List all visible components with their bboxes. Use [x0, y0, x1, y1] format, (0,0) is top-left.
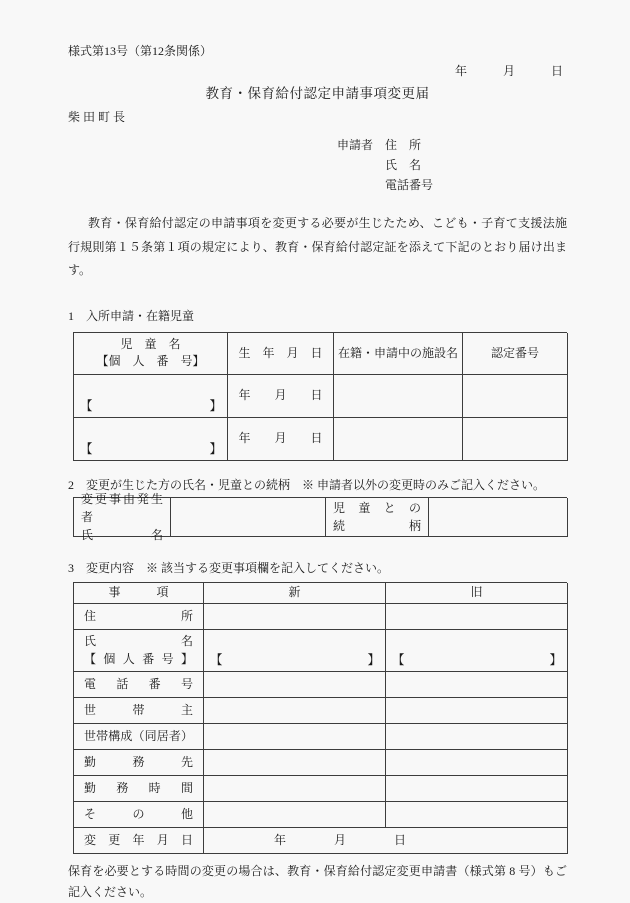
address-old-cell	[386, 604, 568, 630]
form-number: 様式第13号（第12条関係）	[68, 44, 213, 58]
applicant-phone-label: 電話番号	[385, 178, 434, 192]
changer-label-line2: 氏名	[81, 527, 163, 542]
bracket-close: 】	[367, 652, 380, 667]
row-label-workhours: 勤務時間	[74, 776, 204, 802]
changes-table	[73, 582, 567, 854]
page-title: 教育・保育給付認定申請事項変更届	[205, 86, 430, 101]
row-label-address: 住所	[74, 604, 204, 630]
facility-cell	[334, 375, 463, 418]
row-label-household: 世帯構成（同居者）	[74, 724, 204, 750]
workhours-old-cell	[386, 776, 568, 802]
household-old-cell	[386, 724, 568, 750]
bracket-open: 【	[392, 652, 405, 667]
addressee: 柴田町長	[68, 110, 129, 124]
householder-new-cell	[204, 698, 386, 724]
bracket-open: 【	[80, 398, 93, 413]
birth-date-cell: 年 月 日	[228, 418, 334, 461]
child-name-cell	[74, 418, 228, 461]
other-old-cell	[386, 802, 568, 828]
col-header-new: 新	[204, 583, 386, 604]
bracket-close: 】	[209, 441, 222, 456]
children-table	[73, 332, 567, 461]
workplace-new-cell	[204, 750, 386, 776]
name-new-cell	[204, 630, 386, 672]
col-header-child-name	[74, 333, 228, 375]
applicant-name-label: 氏 名	[385, 158, 422, 172]
body-paragraph: 教育・保育給付認定の申請事項を変更する必要が生じたため、こども・子育て支援法施行規則第１５条第１項の規定により、教育・保育給付認定証を添えて下記のとおり届け出ます。	[68, 216, 567, 277]
applicant-address-label: 住 所	[385, 138, 422, 152]
relation-label	[326, 498, 429, 537]
name-old-cell	[386, 630, 568, 672]
address-new-cell	[204, 604, 386, 630]
change-date-value-cell: 年 月 日	[204, 828, 568, 854]
row-label-change-date: 変更年月日	[74, 828, 204, 854]
child-name-header-line2: 【個 人 番 号】	[96, 354, 205, 368]
date-line: 年 月 日	[454, 64, 563, 78]
phone-new-cell	[204, 672, 386, 698]
changer-label-line1: 変更事由発生者	[81, 491, 163, 524]
householder-old-cell	[386, 698, 568, 724]
name-label-line1: 氏名	[84, 634, 193, 648]
col-header-facility: 在籍・申請中の施設名	[334, 333, 463, 375]
section1-heading: 1 入所申請・在籍児童	[68, 308, 195, 323]
bracket-close: 】	[209, 398, 222, 413]
relation-label-line1: 児童との	[333, 500, 421, 515]
cert-number-cell	[463, 375, 568, 418]
changer-name-label	[74, 491, 171, 542]
other-new-cell	[204, 802, 386, 828]
col-header-cert-number: 認定番号	[463, 333, 568, 375]
form-document	[68, 44, 567, 903]
changer-name-value-cell	[171, 498, 326, 537]
phone-old-cell	[386, 672, 568, 698]
facility-cell	[334, 418, 463, 461]
row-label-householder: 世帯主	[74, 698, 204, 724]
workhours-new-cell	[204, 776, 386, 802]
household-new-cell	[204, 724, 386, 750]
applicant-fields	[385, 135, 433, 195]
row-label-phone: 電話番号	[74, 672, 204, 698]
row-label-workplace: 勤務先	[74, 750, 204, 776]
child-name-cell	[74, 375, 228, 418]
col-header-item: 事 項	[74, 583, 204, 604]
name-label-line2: 【個人番号】	[84, 652, 193, 666]
applicant-block	[337, 135, 567, 195]
relation-value-cell	[429, 498, 568, 537]
relation-label-line2: 続柄	[333, 518, 421, 533]
changer-table	[73, 491, 567, 542]
bracket-open: 【	[210, 652, 223, 667]
cert-number-cell	[463, 418, 568, 461]
row-label-other: その他	[74, 802, 204, 828]
col-header-birth-date: 生 年 月 日	[228, 333, 334, 375]
col-header-old: 旧	[386, 583, 568, 604]
row-label-name	[74, 630, 204, 672]
applicant-label: 申請者	[337, 138, 374, 152]
footer-note: 保育を必要とする時間の変更の場合は、教育・保育給付認定変更申請書（様式第 8 号）もご記入ください。	[68, 863, 567, 899]
bracket-open: 【	[80, 441, 93, 456]
section2-heading: 2 変更が生じた方の氏名・児童との続柄 ※ 申請者以外の変更時のみご記入ください。	[68, 477, 546, 492]
section3-heading: 3 変更内容 ※ 該当する変更事項欄を記入してください。	[68, 560, 390, 575]
birth-date-cell: 年 月 日	[228, 375, 334, 418]
bracket-close: 】	[549, 652, 562, 667]
child-name-header-line1: 児 童 名	[120, 337, 181, 351]
workplace-old-cell	[386, 750, 568, 776]
